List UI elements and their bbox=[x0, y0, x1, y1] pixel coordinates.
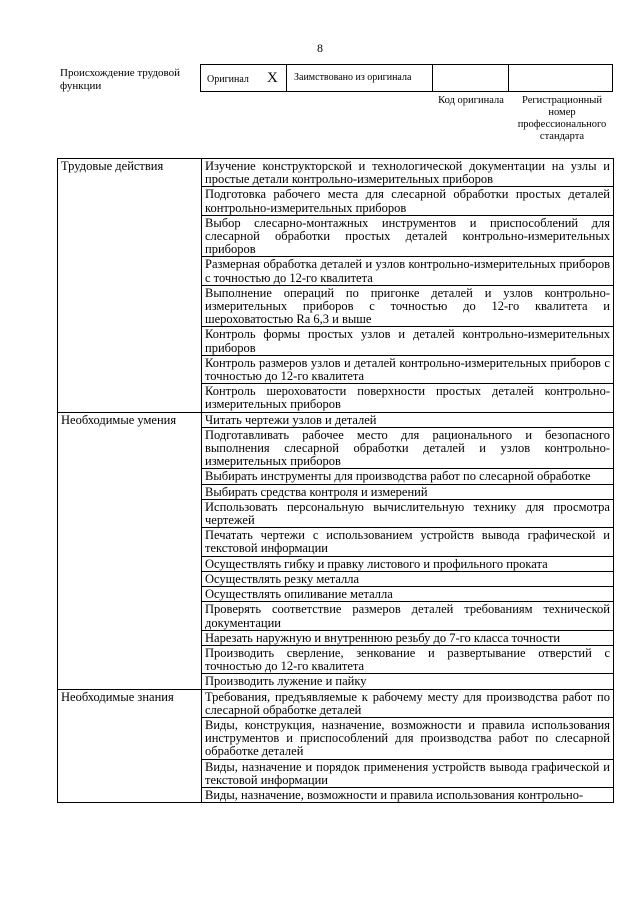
origin-reg-cell bbox=[509, 65, 614, 91]
origin-original-cell bbox=[201, 65, 287, 91]
table-row bbox=[58, 689, 614, 717]
section-item: Осуществлять опиливание металла bbox=[202, 587, 614, 602]
table-row bbox=[58, 159, 614, 187]
section-item: Нарезать наружную и внутреннюю резьбу до 7-го класса точности bbox=[202, 630, 614, 645]
code-caption: Код оригинала bbox=[438, 95, 504, 106]
section-item: Печатать чертежи с использованием устройств вывода графической и текстовой информации bbox=[202, 528, 614, 556]
section-item: Подготавливать рабочее место для рационального и безопасного выполнения слесарной обработки деталей и узлов контрольно-измерительных приборов bbox=[202, 427, 614, 469]
section-item: Использовать персональную вычислительную технику для просмотра чертежей bbox=[202, 499, 614, 527]
reg-caption: Регистрационный номер профессионального стандарта bbox=[517, 95, 607, 142]
section-item: Контроль формы простых узлов и деталей контрольно-измерительных приборов bbox=[202, 327, 614, 355]
origin-borrowed-cell bbox=[287, 65, 433, 91]
origin-label: Происхождение трудовой функции bbox=[60, 67, 181, 92]
section-item: Проверять соответствие размеров деталей требованиям технической документации bbox=[202, 602, 614, 630]
section-title: Трудовые действия bbox=[58, 159, 202, 413]
section-title: Необходимые знания bbox=[58, 689, 202, 803]
page-number: 8 bbox=[317, 41, 323, 55]
section-item: Читать чертежи узлов и деталей bbox=[202, 412, 614, 427]
section-item: Подготовка рабочего места для слесарной обработки простых деталей контрольно-измерительных приборов bbox=[202, 187, 614, 215]
section-item: Выбирать средства контроля и измерений bbox=[202, 484, 614, 499]
section-item: Виды, назначение и порядок применения устройств вывода графической и текстовой информации bbox=[202, 759, 614, 787]
section-title: Необходимые умения bbox=[58, 412, 202, 689]
origin-original-label: Оригинал bbox=[207, 74, 249, 85]
section-item: Производить сверление, зенкование и развертывание отверстий с точностью до 12-го квалитета bbox=[202, 645, 614, 673]
section-item: Осуществлять резку металла bbox=[202, 571, 614, 586]
section-item: Выполнение операций по пригонке деталей и узлов контрольно-измерительных приборов с точностью до 12-го квалитета и шероховатостью Ra 6,3 и выше bbox=[202, 285, 614, 327]
section-item: Виды, конструкция, назначение, возможности и правила использования инструментов и приспособлений для производства работ по слесарной обработке деталей bbox=[202, 717, 614, 759]
origin-box bbox=[200, 64, 613, 92]
section-item: Требования, предъявляемые к рабочему месту для производства работ по слесарной обработке деталей bbox=[202, 689, 614, 717]
section-item: Размерная обработка деталей и узлов контрольно-измерительных приборов с точностью до 12-го квалитета bbox=[202, 257, 614, 285]
section-item: Изучение конструкторской и технологической документации на узлы и простые детали контрольно-измерительных приборов bbox=[202, 159, 614, 187]
function-table bbox=[57, 158, 614, 803]
table-row bbox=[58, 412, 614, 427]
section-item: Производить лужение и пайку bbox=[202, 674, 614, 689]
origin-code-cell bbox=[433, 65, 509, 91]
section-item: Осуществлять гибку и правку листового и профильного проката bbox=[202, 556, 614, 571]
section-item: Выбирать инструменты для производства работ по слесарной обработке bbox=[202, 469, 614, 484]
section-item: Выбор слесарно-монтажных инструментов и приспособлений для слесарной обработки простых деталей контрольно-измерительных приборов bbox=[202, 215, 614, 257]
section-item: Виды, назначение, возможности и правила использования контрольно- bbox=[202, 787, 614, 802]
section-item: Контроль размеров узлов и деталей контрольно-измерительных приборов с точностью до 12-го квалитета bbox=[202, 355, 614, 383]
origin-borrowed-label: Заимствовано из оригинала bbox=[294, 72, 412, 83]
origin-original-mark: X bbox=[267, 70, 278, 86]
section-item: Контроль шероховатости поверхности простых деталей контрольно-измерительных приборов bbox=[202, 384, 614, 412]
